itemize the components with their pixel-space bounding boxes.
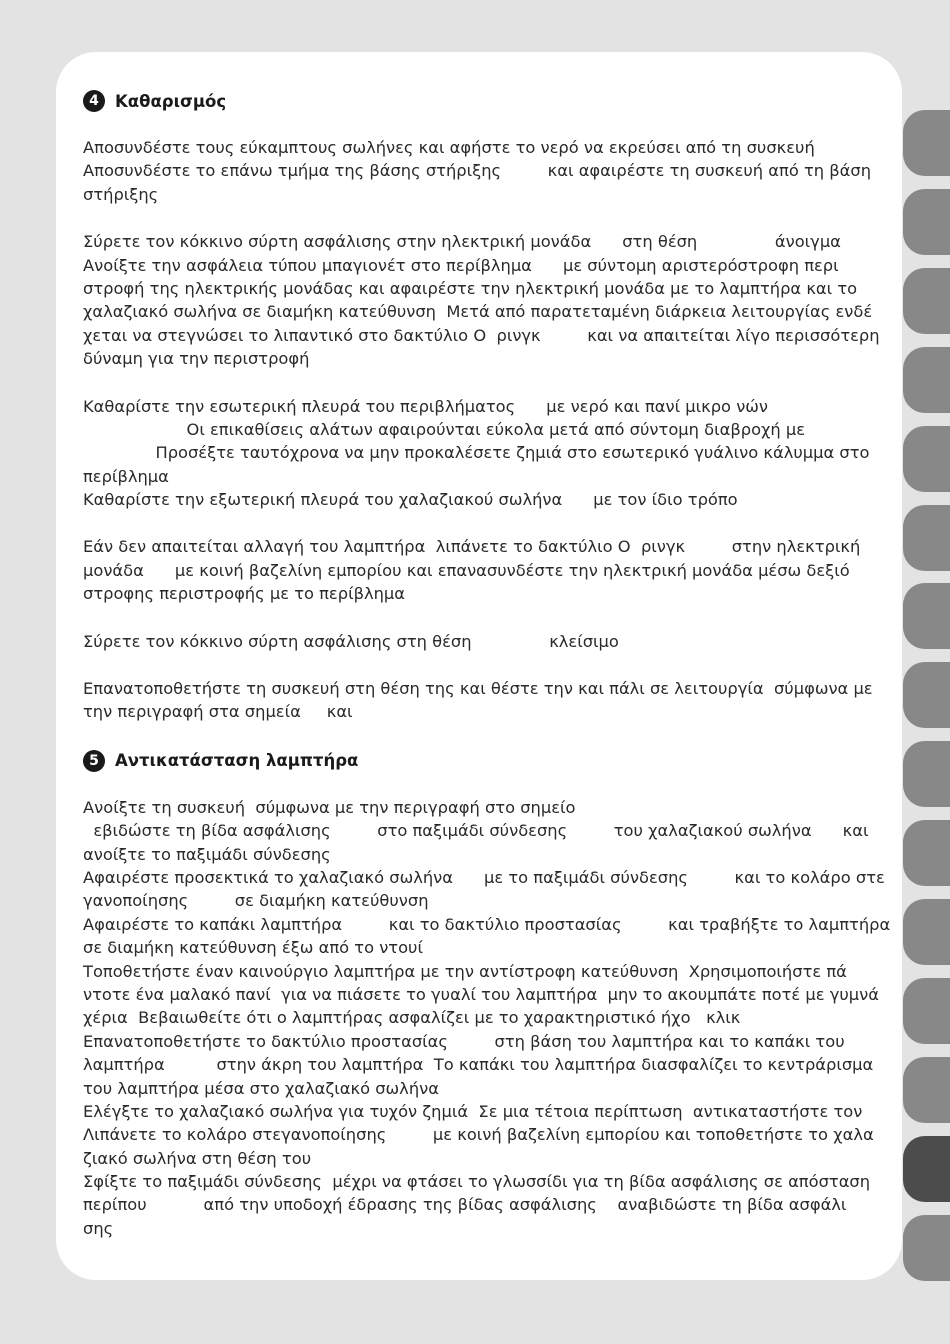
text-line: περίβλημα — [83, 466, 169, 486]
text-line: Επανατοποθετήστε τη συσκευή στη θέση της και θέστε την και πάλι σε λειτουργία σύμφωνα με — [83, 679, 873, 699]
text-line: δύναμη για την περιστροφή — [83, 349, 310, 369]
text-line: ανοίξτε το παξιμάδι σύνδεσης — [83, 844, 331, 864]
text-line: Ελέγξτε το χαλαζιακό σωλήνα για τυχόν ζημιά Σε μια τέτοια περίπτωση αντικαταστήστε τον — [83, 1101, 863, 1121]
text-line: χαλαζιακό σωλήνα σε διαμήκη κατεύθυνση Μετά από παρατεταμένη διάρκεια λειτουργίας ενδέ — [83, 302, 873, 322]
text-line: Οι επικαθίσεις αλάτων αφαιρούνται εύκολα μετά από σύντομη διαβροχή με — [83, 419, 806, 439]
section-tabs — [903, 0, 950, 1344]
section-tab[interactable] — [903, 1215, 950, 1281]
text-line: Σφίξτε το παξιμάδι σύνδεσης μέχρι να φτάσει το γλωσσίδι για τη βίδα ασφάλισης σε απόσταση — [83, 1172, 871, 1192]
text-line: γανοποίησης σε διαμήκη κατεύθυνση — [83, 891, 429, 911]
text-line: Ανοίξτε την ασφάλεια τύπου μπαγιονέτ στο περίβλημα με σύντομη αριστερόστροφη περι — [83, 255, 839, 275]
section-tab[interactable] — [903, 583, 950, 649]
text-line: την περιγραφή στα σημεία και — [83, 702, 353, 722]
text-line: Αποσυνδέστε το επάνω τμήμα της βάσης στήριξης και αφαιρέστε τη συσκευή από τη βάση — [83, 161, 872, 181]
text-line: Επανατοποθετήστε το δακτύλιο προστασίας στη βάση του λαμπτήρα και το καπάκι του — [83, 1031, 845, 1051]
section-tab[interactable] — [903, 1057, 950, 1123]
section-tab[interactable] — [903, 347, 950, 413]
text-line: στροφης περιστροφής με το περίβλημα — [83, 584, 406, 604]
section-tab[interactable] — [903, 820, 950, 886]
text-line: στήριξης — [83, 184, 159, 204]
section-tab[interactable] — [903, 189, 950, 255]
section-5-heading — [83, 748, 873, 774]
text-line: Εάν δεν απαιτείται αλλαγή του λαμπτήρα λιπάνετε το δακτύλιο O ρινγκ στην ηλεκτρική — [83, 537, 861, 557]
section-tab[interactable] — [903, 741, 950, 807]
section-4-number-badge: 4 — [83, 90, 105, 112]
section-5-title: Αντικατάσταση λαμπτήρα — [115, 751, 359, 771]
section-tab[interactable] — [903, 505, 950, 571]
text-line: ζιακό σωλήνα στη θέση του — [83, 1148, 312, 1168]
text-line: Λιπάνετε το κολάρο στεγανοποίησης με κοινή βαζελίνη εμπορίου και τοποθετήστε το χαλα — [83, 1125, 874, 1145]
text-line: σης — [83, 1218, 114, 1238]
text-line: Ανοίξτε τη συσκευή σύμφωνα με την περιγραφή στο σημείο — [83, 797, 576, 817]
text-line: Αφαιρέστε το καπάκι λαμπτήρα και το δακτύλιο προστασίας και τραβήξτε το λαμπτήρα — [83, 914, 891, 934]
text-line: εβιδώστε τη βίδα ασφάλισης στο παξιμάδι σύνδεσης του χαλαζιακού σωλήνα και — [83, 821, 869, 841]
text-line: χέρια Βεβαιωθείτε ότι ο λαμπτήρας ασφαλίζει με το χαρακτηριστικό ήχο κλικ — [83, 1008, 741, 1028]
text-line: Σύρετε τον κόκκινο σύρτη ασφάλισης στην ηλεκτρική μονάδα στη θέση άνοιγμα — [83, 232, 841, 252]
section-tab[interactable] — [903, 899, 950, 965]
text-line: Προσέξτε ταυτόχρονα να μην προκαλέσετε ζημιά στο εσωτερικό γυάλινο κάλυμμα στο — [83, 443, 870, 463]
section-5-number-badge: 5 — [83, 750, 105, 772]
text-line: σε διαμήκη κατεύθυνση έξω από το ντουί — [83, 938, 423, 958]
section-4-title: Καθαρισμός — [115, 91, 227, 111]
text-line: περίπου από την υποδοχή έδρασης της βίδας ασφάλισης αναβιδώστε τη βίδα ασφάλι — [83, 1195, 847, 1215]
text-line: λαμπτήρα στην άκρη του λαμπτήρα Το καπάκι του λαμπτήρα διασφαλίζει το κεντράρισμα — [83, 1055, 874, 1075]
section-tab[interactable] — [903, 268, 950, 334]
text-line: Τοποθετήστε έναν καινούργιο λαμπτήρα με την αντίστροφη κατεύθυνση Χρησιμοποιήστε πά — [83, 961, 847, 981]
section-4-body — [83, 136, 880, 724]
section-4-heading — [83, 88, 873, 114]
text-line: Καθαρίστε την εσωτερική πλευρά του περιβλήματος με νερό και πανί μικρο νών — [83, 396, 769, 416]
text-line: στροφή της ηλεκτρικής μονάδας και αφαιρέστε την ηλεκτρική μονάδα με το λαμπτήρα και το — [83, 278, 858, 298]
text-line: Αφαιρέστε προσεκτικά το χαλαζιακό σωλήνα με το παξιμάδι σύνδεσης και το κολάρο στε — [83, 867, 885, 887]
text-line: Σύρετε τον κόκκινο σύρτη ασφάλισης στη θέση κλείσιμο — [83, 631, 619, 651]
page-content — [83, 88, 891, 1240]
text-line: του λαμπτήρα μέσα στο χαλαζιακό σωλήνα — [83, 1078, 439, 1098]
text-line: χεται να στεγνώσει το λιπαντικό στο δακτύλιο O ρινγκ και να απαιτείται λίγο περισσότερη — [83, 325, 880, 345]
text-line: ντοτε ένα μαλακό πανί για να πιάσετε το γυαλί του λαμπτήρα μην το ακουμπάτε ποτέ με γυμνά — [83, 984, 879, 1004]
text-line: Καθαρίστε την εξωτερική πλευρά του χαλαζιακού σωλήνα με τον ίδιο τρόπο — [83, 490, 738, 510]
section-tab[interactable] — [903, 426, 950, 492]
section-5-body — [83, 796, 891, 1240]
text-line: Αποσυνδέστε τους εύκαμπτους σωλήνες και αφήστε το νερό να εκρεύσει από τη συσκευή — [83, 138, 815, 157]
section-tab[interactable] — [903, 110, 950, 176]
section-tab[interactable] — [903, 662, 950, 728]
text-line: μονάδα με κοινή βαζελίνη εμπορίου και επανασυνδέστε την ηλεκτρική μονάδα μέσω δεξιό — [83, 560, 850, 580]
section-tab[interactable] — [903, 978, 950, 1044]
section-tab-active[interactable] — [903, 1136, 950, 1202]
